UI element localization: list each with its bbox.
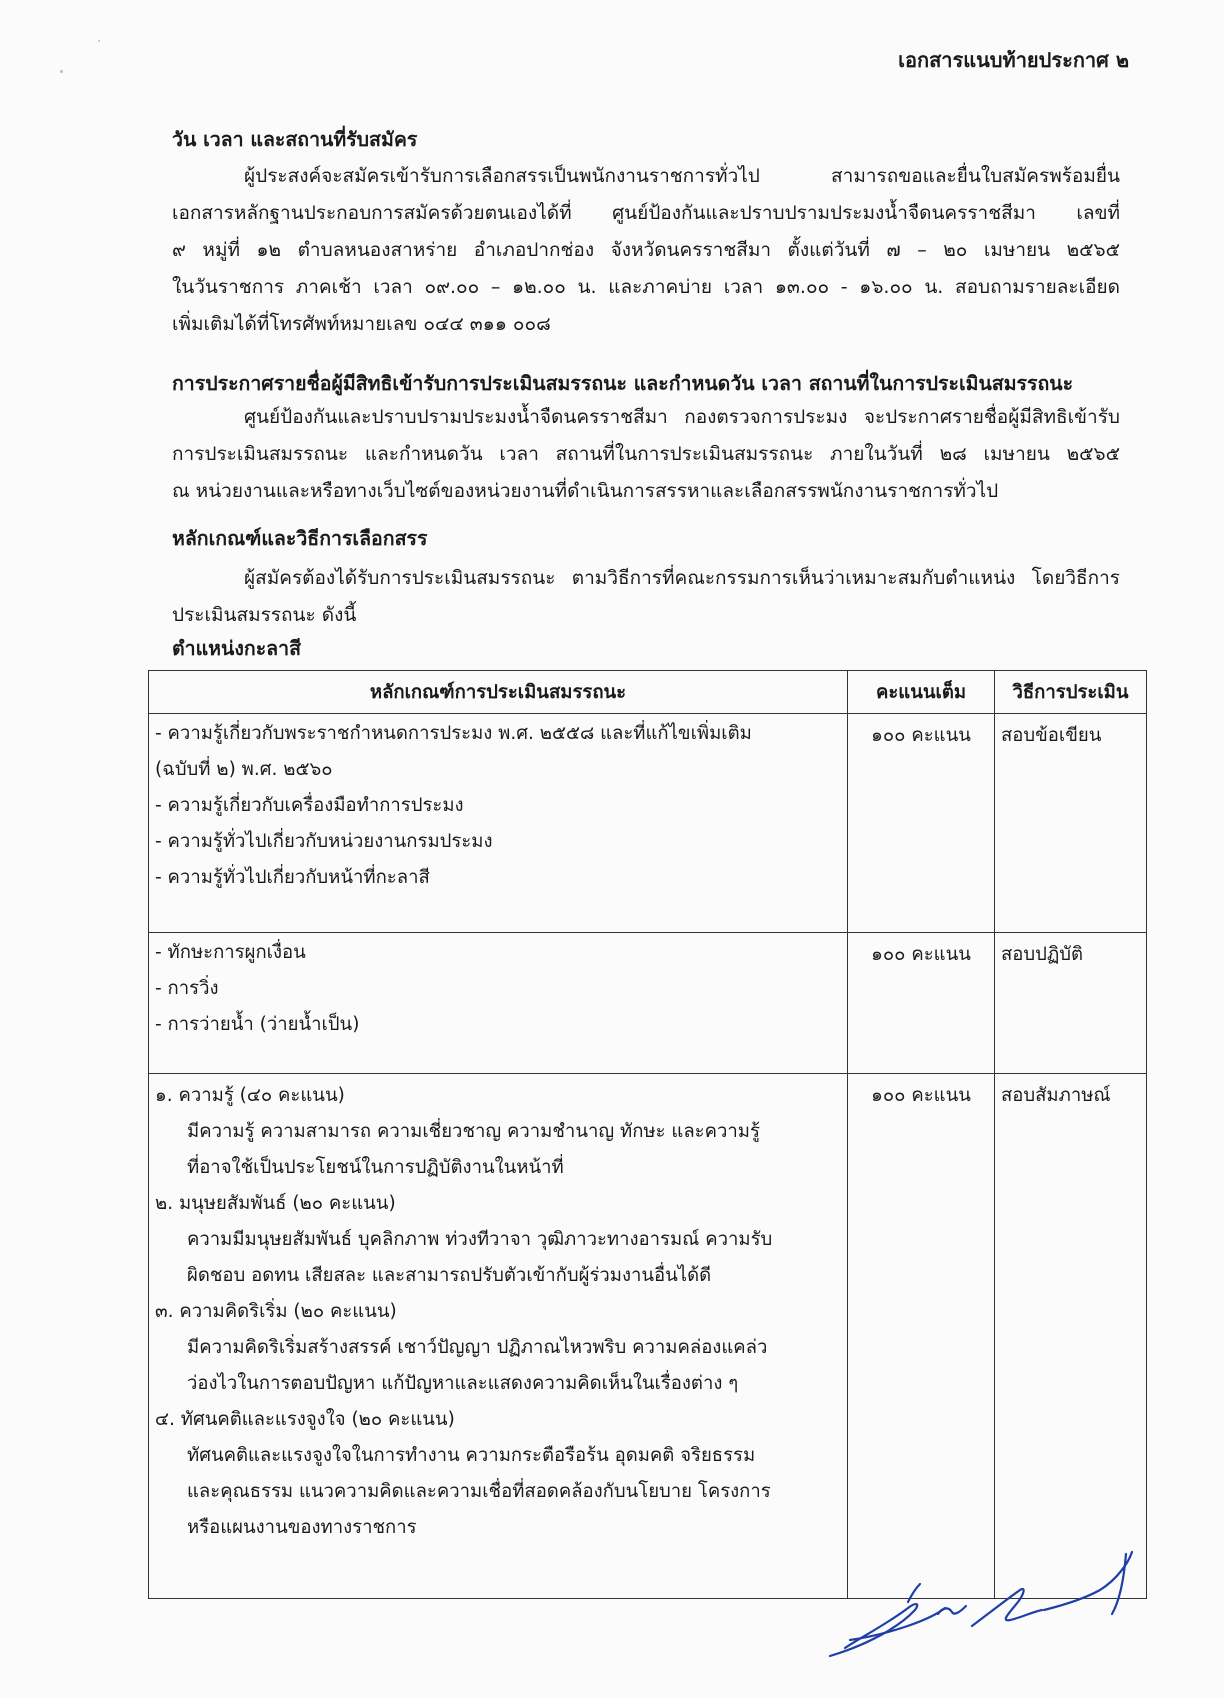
criteria-line: ๔. ทัศนคติและแรงจูงใจ (๒๐ คะแนน) [155, 1409, 455, 1430]
attachment-header: เอกสารแนบท้ายประกาศ ๒ [898, 48, 1129, 72]
table-header-row [149, 671, 1147, 714]
criteria-line: ๓. ความคิดริเริ่ม (๒๐ คะแนน) [155, 1301, 397, 1322]
method-cell [995, 933, 1147, 1074]
criteria-line: ทัศนคติและแรงจูงใจในการทำงาน ความกระตือรือร้น อุดมคติ จริยธรรม [187, 1445, 756, 1466]
section-heading-application: วัน เวลา และสถานที่รับสมัคร [172, 128, 418, 151]
criteria-line: ว่องไวในการตอบปัญหา แก้ปัญหาและแสดงความคิดเห็นในเรื่องต่าง ๆ [187, 1373, 739, 1394]
signature-image [820, 1548, 1140, 1668]
paragraph-line: เพิ่มเติมได้ที่โทรศัพท์หมายเลข ๐๔๔ ๓๑๑ ๐๐๘ [172, 313, 551, 335]
criteria-line: ๑. ความรู้ (๔๐ คะแนน) [155, 1085, 345, 1106]
criteria-line: - ความรู้เกี่ยวกับพระราชกำหนดการประมง พ.ศ. ๒๕๕๘ และที่แก้ไขเพิ่มเติม [155, 723, 752, 744]
criteria-line: หรือแผนงานของทางราชการ [187, 1517, 417, 1538]
criteria-line: - การวิ่ง [155, 978, 219, 999]
method-cell [995, 714, 1147, 933]
paragraph-line: ผู้สมัครต้องได้รับการประเมินสมรรถนะ ตามวิธีการที่คณะกรรมการเห็นว่าเหมาะสมกับตำแหน่ง โดยวิธีการ [244, 567, 1120, 589]
criteria-line: และคุณธรรม แนวความคิดและความเชื่อที่สอดคล้องกับนโยบาย โครงการ [187, 1481, 771, 1502]
method-value: สอบสัมภาษณ์ [1001, 1085, 1111, 1106]
score-cell [848, 933, 995, 1074]
header-criteria: หลักเกณฑ์การประเมินสมรรถนะ [149, 671, 848, 714]
section-heading-announcement: การประกาศรายชื่อผู้มีสิทธิเข้ารับการประเมินสมรรถนะ และกำหนดวัน เวลา สถานที่ในการประเมินสมรรถนะ [172, 372, 1074, 395]
score-cell [848, 714, 995, 933]
score-cell [848, 1074, 995, 1599]
table-row [149, 933, 1147, 1074]
criteria-line: - การว่ายน้ำ (ว่ายน้ำเป็น) [155, 1014, 360, 1035]
header-method: วิธีการประเมิน [995, 671, 1147, 714]
scan-speck [98, 40, 100, 42]
criteria-line: ความมีมนุษยสัมพันธ์ บุคลิกภาพ ท่วงทีวาจา วุฒิภาวะทางอารมณ์ ความรับ [187, 1229, 773, 1250]
section-paragraph-application [172, 158, 1120, 343]
header-score: คะแนนเต็ม [848, 671, 995, 714]
criteria-line: - ความรู้ทั่วไปเกี่ยวกับหน้าที่กะลาสี [155, 867, 430, 888]
criteria-line: - ความรู้เกี่ยวกับเครื่องมือทำการประมง [155, 795, 464, 816]
criteria-table [148, 670, 1147, 1599]
criteria-cell [149, 1074, 848, 1599]
criteria-line: - ทักษะการผูกเงื่อน [155, 942, 306, 963]
position-label: ตำแหน่งกะลาสี [172, 637, 301, 660]
score-value: ๑๐๐ คะแนน [871, 944, 971, 965]
method-value: สอบข้อเขียน [1001, 725, 1102, 746]
criteria-line: (ฉบับที่ ๒) พ.ศ. ๒๕๖๐ [155, 759, 333, 780]
criteria-cell [149, 933, 848, 1074]
section-paragraph-criteria [172, 560, 1120, 634]
score-value: ๑๐๐ คะแนน [871, 725, 971, 746]
paragraph-line: การประเมินสมรรถนะ และกำหนดวัน เวลา สถานที่ในการประเมินสมรรถนะ ภายในวันที่ ๒๘ เมษายน ๒๕๖๕ [172, 443, 1120, 465]
paragraph-line: ผู้ประสงค์จะสมัครเข้ารับการเลือกสรรเป็นพนักงานราชการทั่วไป สามารถขอและยื่นใบสมัครพร้อมยื่น [244, 165, 1120, 187]
scan-speck [60, 70, 63, 73]
paragraph-line: ๙ หมู่ที่ ๑๒ ตำบลหนองสาหร่าย อำเภอปากช่อง จังหวัดนครราชสีมา ตั้งแต่วันที่ ๗ – ๒๐ เมษายน ๒๕๖๕ [172, 239, 1120, 261]
section-heading-criteria: หลักเกณฑ์และวิธีการเลือกสรร [172, 527, 428, 550]
paragraph-line: ณ หน่วยงานและหรือทางเว็บไซต์ของหน่วยงานที่ดำเนินการสรรหาและเลือกสรรพนักงานราชการทั่วไป [172, 480, 999, 502]
table-row [149, 714, 1147, 933]
criteria-line: มีความคิดริเริ่มสร้างสรรค์ เชาว์ปัญญา ปฏิภาณไหวพริบ ความคล่องแคล่ว [187, 1337, 768, 1358]
criteria-line: - ความรู้ทั่วไปเกี่ยวกับหน่วยงานกรมประมง [155, 831, 493, 852]
criteria-line: มีความรู้ ความสามารถ ความเชี่ยวชาญ ความชำนาญ ทักษะ และความรู้ [187, 1121, 760, 1142]
paragraph-line: ในวันราชการ ภาคเช้า เวลา ๐๙.๐๐ – ๑๒.๐๐ น. และภาคบ่าย เวลา ๑๓.๐๐ - ๑๖.๐๐ น. สอบถามรายละเอียด [172, 276, 1120, 298]
criteria-cell [149, 714, 848, 933]
method-value: สอบปฏิบัติ [1001, 944, 1084, 965]
paragraph-line: ประเมินสมรรถนะ ดังนี้ [172, 604, 357, 626]
score-value: ๑๐๐ คะแนน [871, 1085, 971, 1106]
paragraph-line: ศูนย์ป้องกันและปราบปรามประมงน้ำจืดนครราชสีมา กองตรวจการประมง จะประกาศรายชื่อผู้มีสิทธิเข้ารับ [244, 406, 1120, 428]
method-cell [995, 1074, 1147, 1599]
paragraph-line: เอกสารหลักฐานประกอบการสมัครด้วยตนเองได้ที่ ศูนย์ป้องกันและปราบปรามประมงน้ำจืดนครราชสีมา เลขที่ [172, 202, 1120, 224]
table-row [149, 1074, 1147, 1599]
criteria-line: ที่อาจใช้เป็นประโยชน์ในการปฏิบัติงานในหน้าที่ [187, 1157, 564, 1178]
criteria-line: ผิดชอบ อดทน เสียสละ และสามารถปรับตัวเข้ากับผู้ร่วมงานอื่นได้ดี [187, 1265, 712, 1286]
criteria-line: ๒. มนุษยสัมพันธ์ (๒๐ คะแนน) [155, 1193, 396, 1214]
section-paragraph-announcement [172, 399, 1120, 510]
